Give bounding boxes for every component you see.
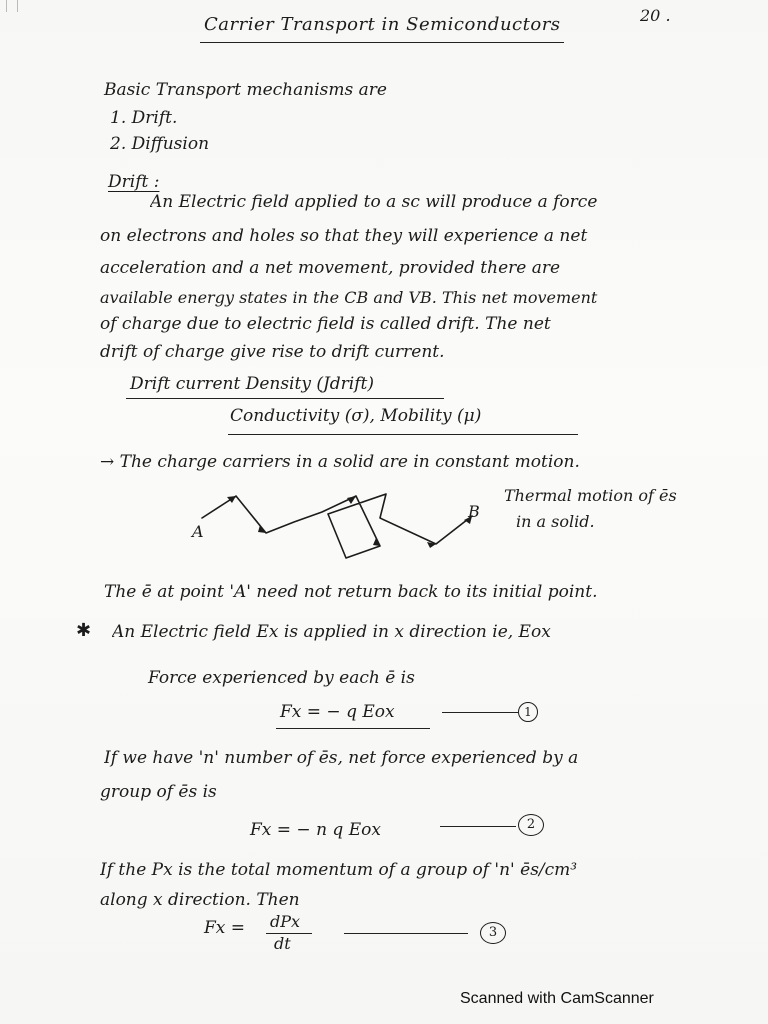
equation-2-leader (440, 826, 516, 827)
force-intro-line: Force experienced by each ē is (148, 668, 415, 688)
drift-line-3: acceleration and a net movement, provided there are (100, 258, 561, 278)
random-walk-path (202, 494, 472, 558)
arrowhead-1 (227, 496, 236, 503)
equation-2: Fx = − n q Eox (250, 820, 381, 840)
drift-heading: Drift : (108, 172, 160, 192)
equation-2-number: 2 (518, 814, 544, 836)
equation-3-lhs: Fx = (204, 918, 246, 938)
equation-1-underline (276, 728, 430, 729)
figure-label-b: B (468, 502, 480, 521)
intro-heading: Basic Transport mechanisms are (104, 80, 387, 100)
title-underline (200, 42, 564, 43)
intro-item-diffusion: 2. Diffusion (110, 134, 210, 154)
arrowhead-3 (347, 496, 356, 504)
page-number: 20 . (640, 6, 671, 25)
momentum-line-1: If the Px is the total momentum of a group of 'n' ēs/cm³ (100, 860, 578, 880)
drift-line-5: of charge due to electric field is called drift. The net (100, 314, 551, 334)
equation-1-number: 1 (518, 702, 538, 722)
drift-line-4: available energy states in the CB and VB. This net movement (100, 288, 598, 307)
n-electrons-line-1: If we have 'n' number of ēs, net force experienced by a (104, 748, 579, 768)
equation-1: Fx = − q Eox (280, 702, 395, 722)
drift-line-2: on electrons and holes so that they will experience a net (100, 226, 588, 246)
equation-3-numerator: dPx (270, 912, 301, 931)
subheading-2-underline (228, 434, 578, 435)
conductivity-mobility-heading: Conductivity (σ), Mobility (μ) (230, 406, 482, 426)
intro-item-drift: 1. Drift. (110, 108, 178, 128)
scan-corner-mark (6, 0, 18, 12)
figure-caption-line-2: in a solid. (516, 512, 595, 531)
drift-current-density-heading: Drift current Density (Jdrift) (130, 374, 374, 394)
figure-caption-line-1: Thermal motion of ēs (504, 486, 677, 505)
momentum-line-2: along x direction. Then (100, 890, 300, 910)
star-bullet: ✱ (76, 620, 92, 641)
point-a-line: The ē at point 'A' need not return back to its initial point. (104, 582, 598, 602)
arrowhead-2 (258, 525, 266, 533)
equation-3-leader (344, 933, 468, 934)
electric-field-line: An Electric field Ex is applied in x direction ie, Eox (112, 622, 551, 642)
equation-3-number: 3 (480, 922, 506, 944)
drift-line-1: An Electric field applied to a sc will produce a force (150, 192, 598, 212)
drift-line-6: drift of charge give rise to drift current. (100, 342, 445, 362)
figure-label-a: A (192, 522, 204, 541)
n-electrons-line-2: group of ēs is (100, 782, 217, 802)
page-title: Carrier Transport in Semiconductors (204, 14, 561, 35)
equation-3-denominator: dt (274, 934, 291, 953)
camscanner-footer: Scanned with CamScanner (460, 990, 654, 1007)
carriers-motion-line: → The charge carriers in a solid are in constant motion. (100, 452, 580, 472)
thermal-motion-figure (180, 478, 500, 578)
equation-1-leader (442, 712, 518, 713)
subheading-1-underline (126, 398, 444, 399)
